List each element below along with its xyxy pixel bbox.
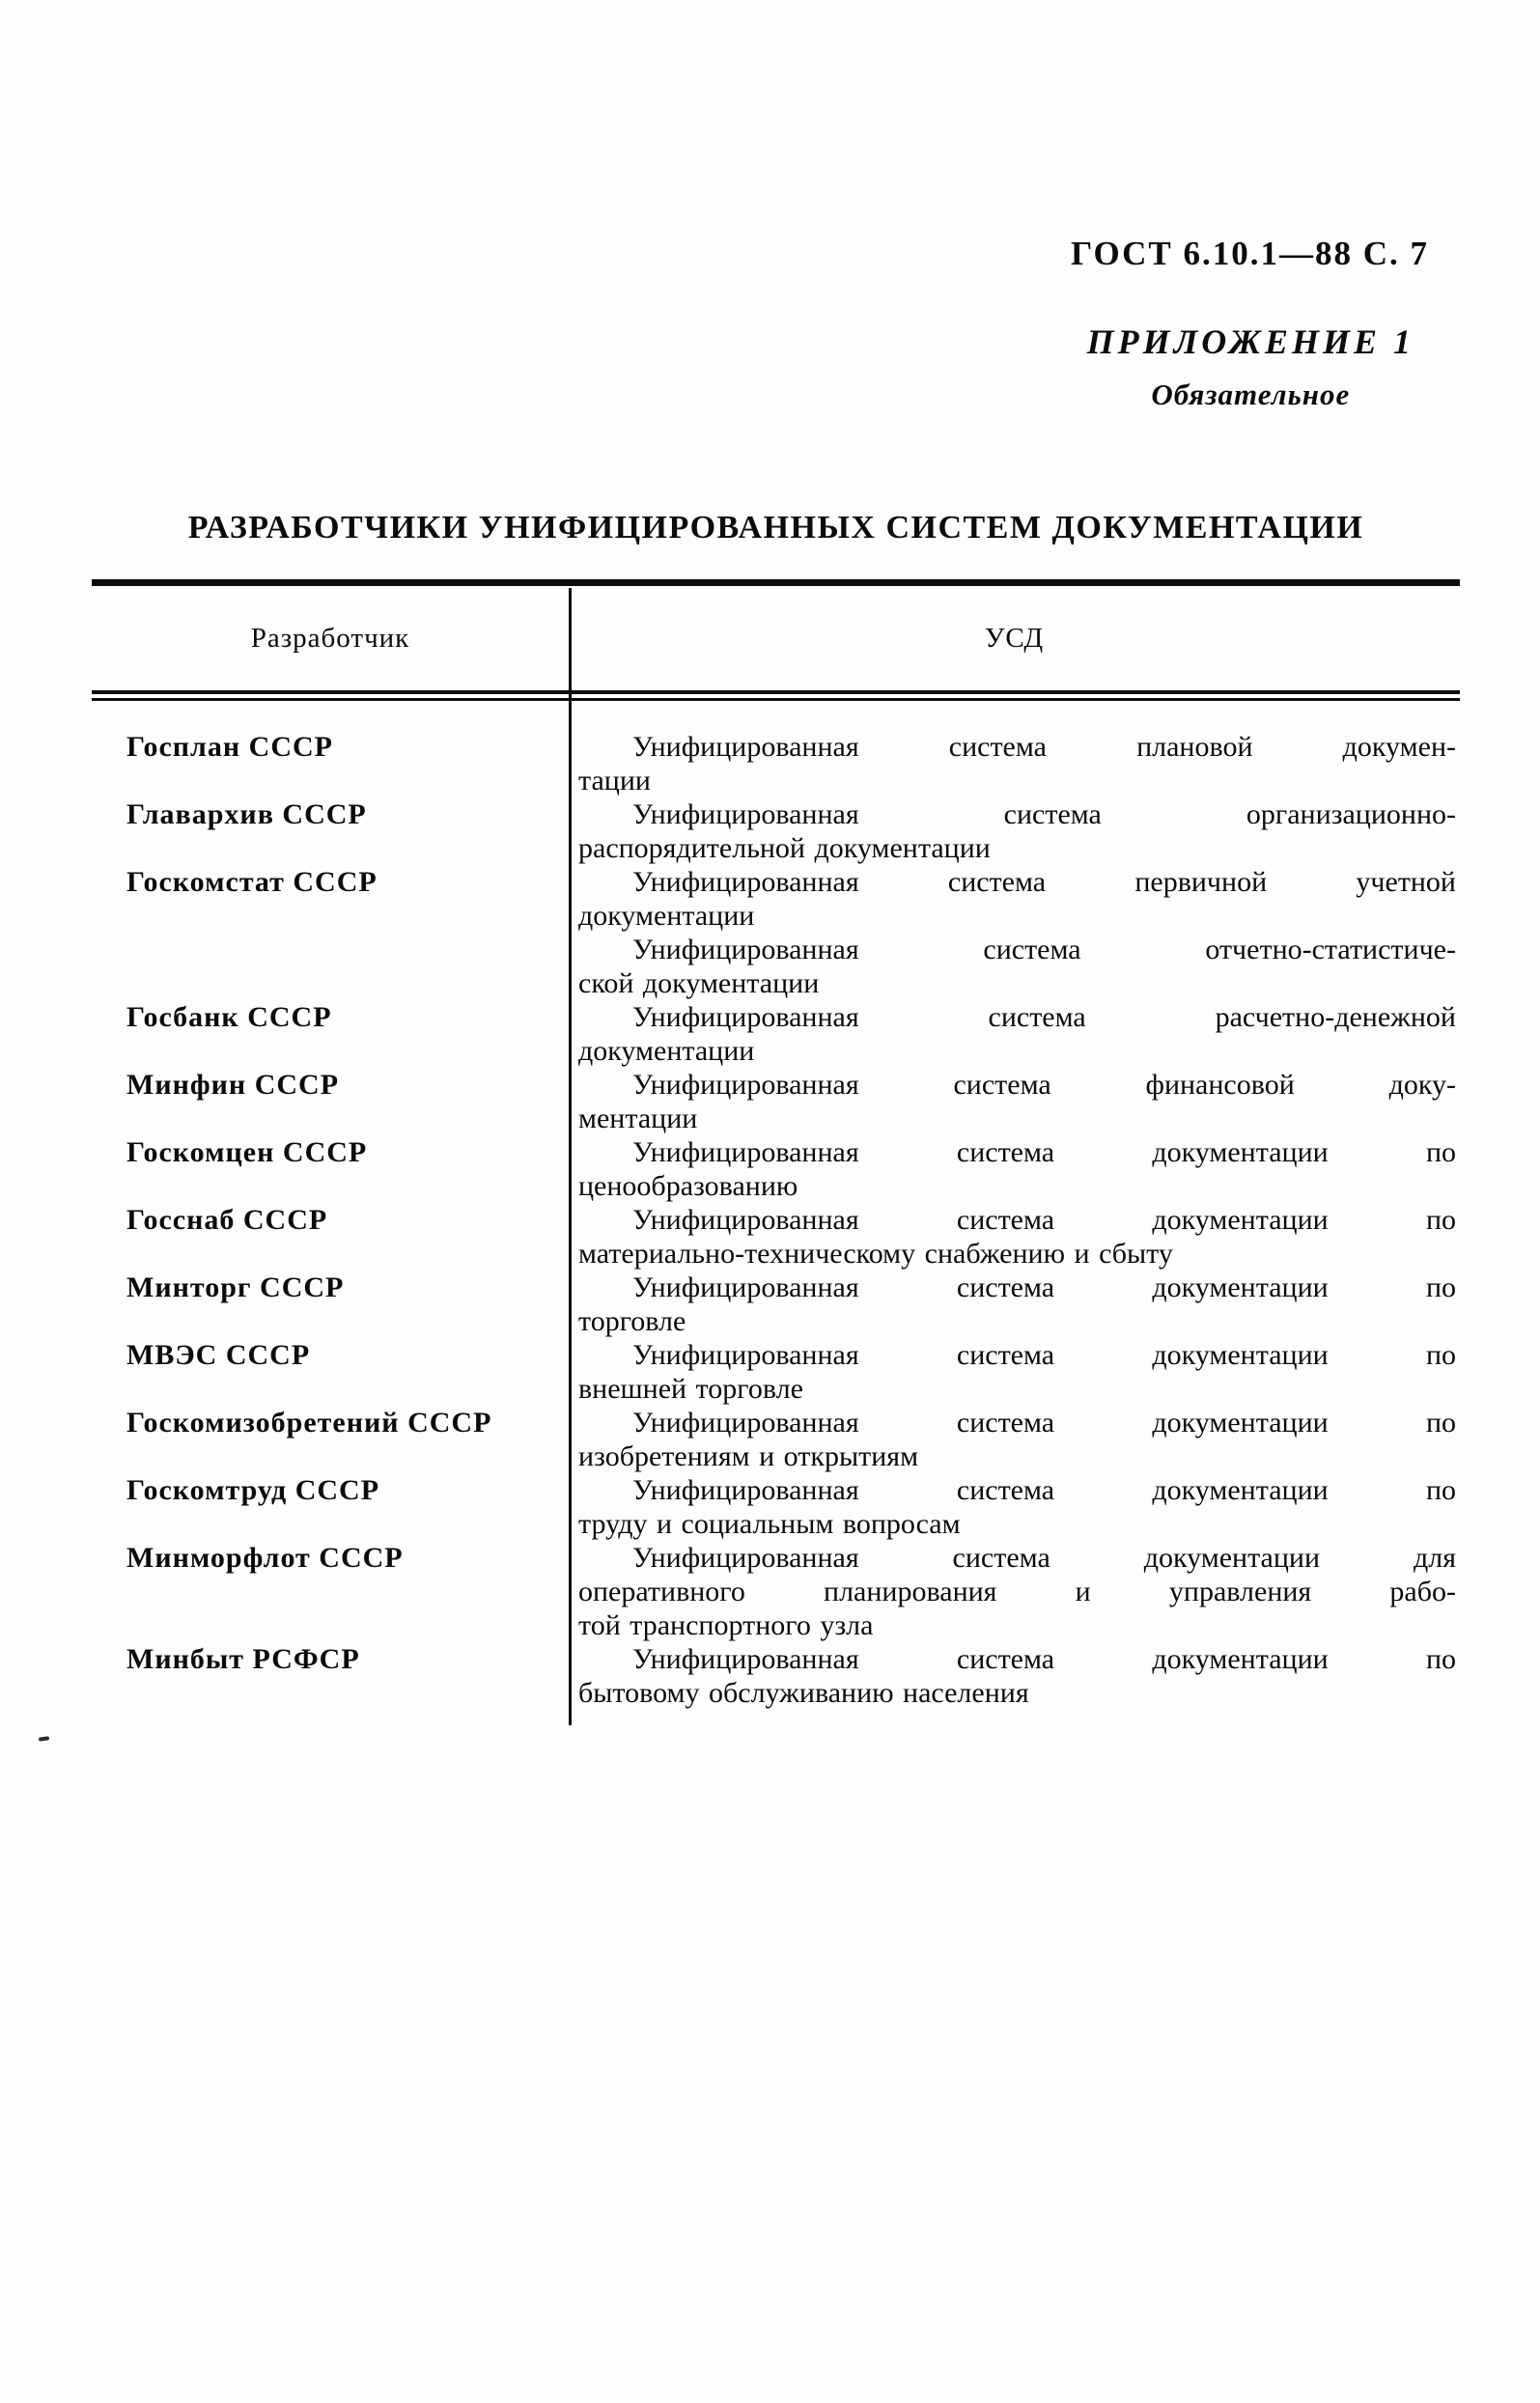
usd-line: Унифицированная система документации по: [632, 1271, 1456, 1303]
usd-cell: [569, 1541, 1460, 1642]
usd-cell: [569, 1068, 1460, 1135]
usd-line: материально-техническому снабжению и сбыту: [578, 1238, 1173, 1270]
usd-line: документации: [578, 900, 755, 932]
table-row: [92, 865, 1460, 1000]
developer-cell: Минморфлот СССР: [126, 1542, 404, 1574]
usd-cell: [569, 865, 1460, 1000]
usd-line: Унифицированная система расчетно-денежной: [632, 1001, 1456, 1033]
usd-entry: [578, 1271, 1456, 1338]
usd-cell: [569, 1338, 1460, 1406]
standard-reference: ГОСТ 6.10.1—88 С. 7: [1071, 235, 1429, 272]
developer-cell: Минфин СССР: [126, 1069, 340, 1101]
usd-entry: [578, 933, 1456, 1000]
developer-cell: МВЭС СССР: [126, 1339, 311, 1371]
table-row: [92, 1338, 1460, 1406]
usd-cell: [569, 1203, 1460, 1271]
table-row: [92, 797, 1460, 865]
usd-line: ценообразованию: [578, 1170, 798, 1202]
usd-cell: [569, 1406, 1460, 1473]
usd-entry: [578, 1068, 1456, 1135]
usd-line: торговле: [578, 1305, 686, 1337]
table-row: [92, 1203, 1460, 1271]
usd-cell: [569, 797, 1460, 865]
usd-line: Унифицированная система документации по: [632, 1204, 1456, 1236]
developer-cell: Госкомцен СССР: [126, 1136, 368, 1168]
column-header-developer: Разработчик: [250, 622, 410, 654]
usd-line: Унифицированная система организационно-: [632, 798, 1456, 830]
usd-entry: [578, 1642, 1456, 1710]
usd-line: той транспортного узла: [578, 1609, 874, 1641]
usd-line: изобретениям и открытиям: [578, 1440, 919, 1472]
usd-line: тации: [578, 765, 651, 796]
developer-cell: Минбыт РСФСР: [126, 1643, 360, 1675]
usd-cell: [569, 730, 1460, 797]
developer-cell: Госснаб СССР: [126, 1204, 328, 1236]
table-row: [92, 1068, 1460, 1135]
usd-line: документации: [578, 1035, 755, 1067]
usd-line: Унифицированная система первичной учетной: [632, 866, 1456, 898]
usd-line: оперативного планирования и управления рабо-: [578, 1576, 1456, 1607]
usd-line: Унифицированная система документации для: [632, 1542, 1456, 1574]
usd-line: Унифицированная система документации по: [632, 1643, 1456, 1675]
header-double-rule: [92, 690, 1460, 701]
developer-cell: Госкомизобретений СССР: [126, 1407, 492, 1439]
usd-cell: [569, 1000, 1460, 1068]
column-header-usd: УСД: [984, 622, 1045, 654]
developer-cell: Госкомстат СССР: [126, 866, 378, 898]
usd-line: ской документации: [578, 967, 820, 999]
usd-entry: [578, 865, 1456, 933]
usd-line: Унифицированная система отчетно-статистиче-: [632, 934, 1456, 965]
usd-entry: [578, 1000, 1456, 1068]
usd-line: Унифицированная система документации по: [632, 1136, 1456, 1168]
table-row: [92, 1541, 1460, 1642]
table-body: [92, 701, 1460, 1733]
usd-line: Унифицированная система плановой докумен-: [632, 731, 1456, 763]
usd-entry: [578, 730, 1456, 797]
table-row: [92, 1271, 1460, 1338]
appendix-type: Обязательное: [1151, 377, 1351, 411]
usd-line: ментации: [578, 1103, 698, 1134]
developer-cell: Госкомтруд СССР: [126, 1474, 380, 1506]
appendix-block: [1087, 321, 1414, 412]
table-row: [92, 1406, 1460, 1473]
column-divider: [569, 588, 572, 1725]
usd-line: Унифицированная система документации по: [632, 1407, 1456, 1439]
usd-cell: [569, 1473, 1460, 1541]
usd-line: Унифицированная система финансовой доку-: [632, 1069, 1456, 1101]
usd-entry: [578, 1406, 1456, 1473]
table-row: [92, 730, 1460, 797]
usd-line: Унифицированная система документации по: [632, 1474, 1456, 1506]
usd-cell: [569, 1642, 1460, 1710]
developer-cell: Госбанк СССР: [126, 1001, 332, 1033]
usd-line: внешней торговле: [578, 1373, 803, 1405]
usd-line: распорядительной документации: [578, 832, 991, 864]
usd-entry: [578, 1203, 1456, 1271]
usd-entry: [578, 1338, 1456, 1406]
developers-table: [92, 579, 1460, 1733]
table-row: [92, 1135, 1460, 1203]
table-row: [92, 1642, 1460, 1710]
usd-line: бытовому обслуживанию населения: [578, 1677, 1029, 1709]
page-title: РАЗРАБОТЧИКИ УНИФИЦИРОВАННЫХ СИСТЕМ ДОКУМЕНТАЦИИ: [187, 510, 1364, 545]
developer-cell: Главархив СССР: [126, 798, 367, 830]
scan-artifact: [39, 1736, 49, 1741]
usd-cell: [569, 1135, 1460, 1203]
usd-entry: [578, 1473, 1456, 1541]
table-row: [92, 1473, 1460, 1541]
table-header-row: [92, 586, 1460, 690]
usd-entry: [578, 1135, 1456, 1203]
table-row: [92, 1000, 1460, 1068]
usd-line: труду и социальным вопросам: [578, 1508, 961, 1540]
usd-line: Унифицированная система документации по: [632, 1339, 1456, 1371]
developer-cell: Минторг СССР: [126, 1271, 345, 1303]
appendix-label: ПРИЛОЖЕНИЕ 1: [1086, 322, 1414, 361]
usd-entry: [578, 1541, 1456, 1642]
usd-cell: [569, 1271, 1460, 1338]
usd-entry: [578, 797, 1456, 865]
developer-cell: Госплан СССР: [126, 731, 333, 763]
